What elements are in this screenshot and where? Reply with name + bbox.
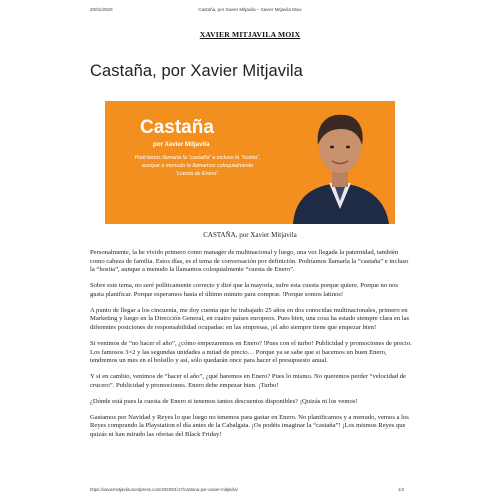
- article-paragraph: Gastamos por Navidad y Reyes lo que luego no tenemos para gastar en Enero. No planificamos y a menudo, vemos a los Reyes comprando la Playstation el día antes de la Cabalgata. ¡Os podéis imaginar la “castaña”! ¡Los mismos Reyes que quizás ni han mirado las ofertas del Black Friday!: [90, 413, 409, 438]
- article-paragraph: Y si en cambio, venimos de “hacer el año”, ¿qué haremos en Enero? Pues lo mismo. No queremos perder “velocidad de crucero”. Publicidad y promociones. Enero debe empezar bien. ¡Turbo!: [90, 373, 406, 389]
- banner-quote: [115, 154, 280, 179]
- banner-quote-line: aunque a menudo la llamamos coloquialmente: [141, 163, 254, 170]
- print-header: [0, 7, 500, 17]
- banner-byline: por Xavier Mitjavila: [153, 141, 210, 148]
- article-banner-image: [105, 101, 395, 224]
- article-paragraph: Sobre este tema, no seré políticamente correcto y diré que la mayoría, sufre esta cuesta porque quiere. Porque no nos gusta planificar. Porque esperamos hasta el último minuto para comprar. !Porque somos latinos!: [90, 282, 398, 298]
- banner-quote-line: “cuesta de Enero”.: [175, 171, 220, 178]
- image-caption: CASTAÑA, por Xavier Mitjavila: [203, 231, 297, 239]
- article-paragraph: ¿Dónde está pues la cuesta de Enero si tenemos tantos descuentos disponibles? ¡Quizás ni los vemos!: [90, 397, 358, 405]
- print-page-title: Castaña, por Xavier Mitjavila – Xavier Mitjavila Moix: [198, 7, 302, 12]
- print-url[interactable]: https://xaviermitjavila.wordpress.com/2020/01/17/castana-por-xavier-mitjavila/: [90, 487, 238, 492]
- article-body: [90, 249, 412, 447]
- author-portrait: [285, 101, 395, 224]
- print-date: 20/01/2020: [90, 7, 113, 12]
- site-title[interactable]: XAVIER MITJAVILA MOIX: [199, 30, 301, 39]
- print-footer: [0, 487, 500, 495]
- article-paragraph: Personalmente, la he vivido primero como manager de multinacional y luego, una vez llegada la paternidad, también como cabeza de familia. Estos días, es el tema de conversación por definición. Podríamos llamarla la “castaña” e incluso la “hostia”, aunque a menudo la llamamos coloquialmente “cuesta de Enero”.: [90, 249, 409, 274]
- article-paragraph: A punto de llegar a los cincuenta, me doy cuenta que he trabajado 25 años en dos conocidas multinacionales, primero en Marketing y luego en la Dirección General, en cuatro países europeos. Pues bien, una cosa ha estado siempre clara en las diferentes posiciones de responsabilidad ocupadas: en las empresas, ¡el año siempre tiene que empezar bien!: [90, 306, 410, 331]
- banner-heading: Castaña: [140, 117, 214, 138]
- article-paragraph: Si venimos de “no hacer el año”, ¿cómo empezaremos en Enero? !Pues con el turbo! Publicidad y promociones de precio. Los famosos 3×2 y las segundas unidades a mitad de precio… Porque ya se sabe que si hacemos un buen Enero, tendremos un mes en el bolsillo y así, sólo quedarán once para hacer el presupuesto anual.: [90, 339, 412, 365]
- print-page-number: 1/2: [398, 487, 404, 492]
- banner-quote-line: Podríamos llamarla la “castaña” e incluso la “hostia”,: [134, 155, 261, 161]
- article-title: Castaña, por Xavier Mitjavila: [90, 62, 303, 80]
